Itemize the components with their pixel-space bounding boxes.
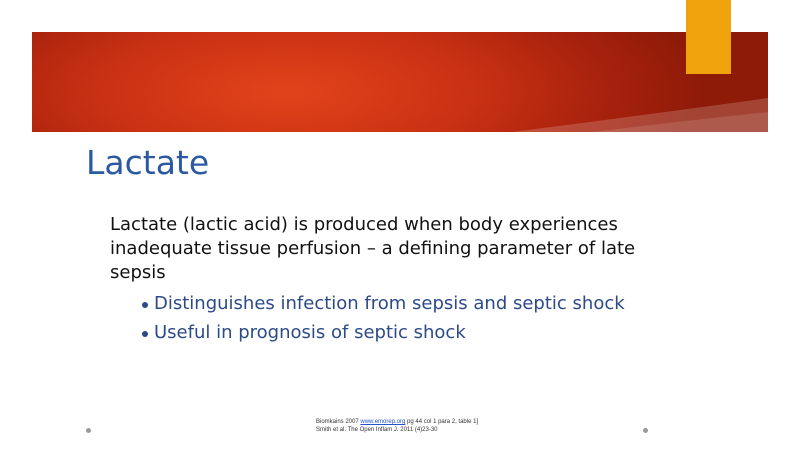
- bullet-item: [142, 292, 670, 316]
- bullet-icon: [142, 302, 148, 308]
- citation-prefix: Biomkains 2007: [316, 419, 361, 425]
- slide-title: Lactate: [86, 143, 210, 182]
- citation-link[interactable]: www.emorep.org: [360, 419, 406, 425]
- citation-suffix: pg 44 col 1 para 2, table 1]: [405, 419, 479, 425]
- accent-tab: [686, 0, 731, 74]
- left-corner-dot-icon: [86, 428, 91, 433]
- citation-line-2: Smith et al. The Open Inflam J. 2011 (4)23-30: [316, 427, 438, 433]
- slide-body: [110, 213, 670, 350]
- right-corner-dot-icon: [643, 428, 648, 433]
- banner-swoosh: [32, 32, 768, 132]
- main-paragraph: Lactate (lactic acid) is produced when body experiences inadequate tissue perfusion – a defining parameter of late sepsis: [110, 214, 636, 283]
- title-banner: [32, 32, 768, 132]
- bullet-list: [110, 292, 670, 345]
- citation-footer: [316, 418, 478, 434]
- bullet-item: [142, 321, 670, 345]
- bullet-text: Distinguishes infection from sepsis and septic shock: [154, 293, 625, 314]
- citation-line-1: [316, 418, 478, 426]
- bullet-text: Useful in prognosis of septic shock: [154, 322, 466, 343]
- bullet-icon: [142, 331, 148, 337]
